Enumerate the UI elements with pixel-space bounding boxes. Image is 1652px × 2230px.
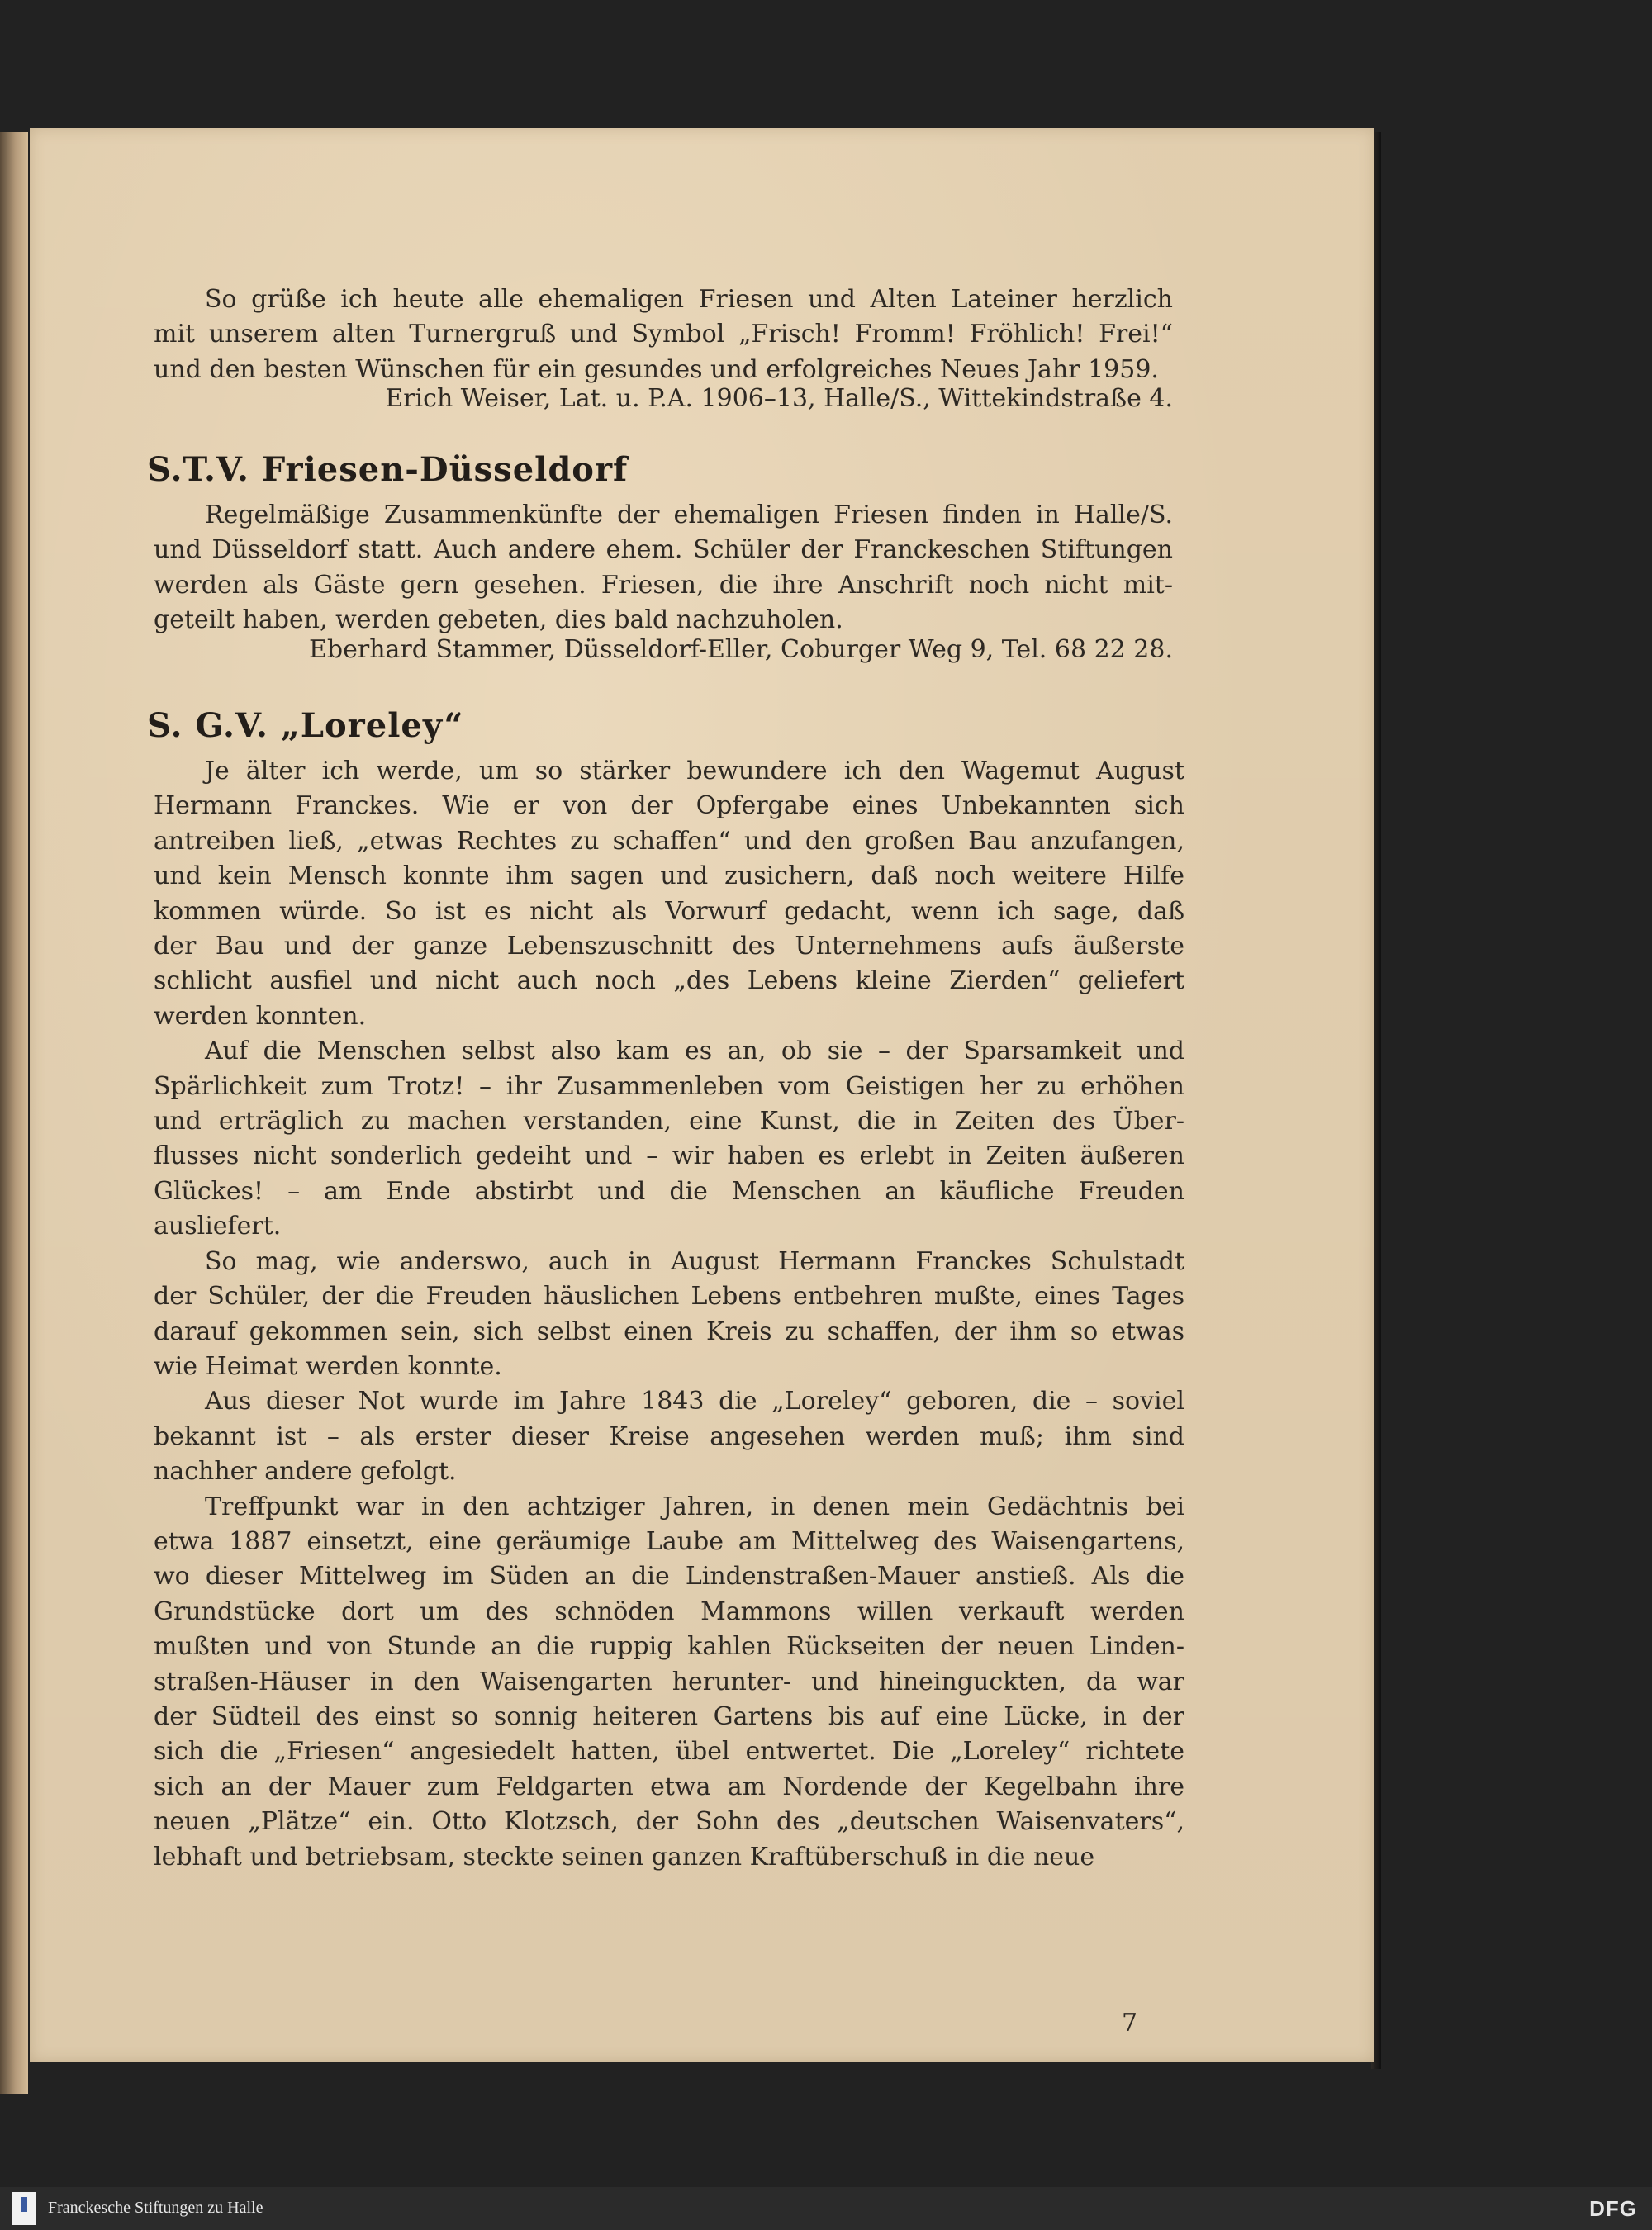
text-line: schlicht ausfiel und nicht auch noch „des Lebens kleine Zierden“ geliefert bbox=[154, 966, 1184, 996]
text-line: Aus dieser Not wurde im Jahre 1843 die „Loreley“ geboren, die – soviel bbox=[205, 1387, 1184, 1416]
text-line: kommen würde. So ist es nicht als Vorwurf gedacht, wenn ich sage, daß bbox=[154, 896, 1184, 926]
text-line: Glückes! – am Ende abstirbt und die Menschen an käufliche Freuden bbox=[154, 1176, 1184, 1206]
section-heading-friesen: S.T.V. Friesen-Düsseldorf bbox=[147, 450, 629, 489]
text-line: Hermann Franckes. Wie er von der Opfergabe eines Unbekannten sich bbox=[154, 791, 1184, 821]
text-line: der Südteil des einst so sonnig heiteren Gartens bis auf eine Lücke, in der bbox=[154, 1701, 1184, 1731]
page-number: 7 bbox=[1122, 2009, 1138, 2038]
text-line: So mag, wie anderswo, auch in August Hermann Franckes Schulstadt bbox=[205, 1246, 1184, 1276]
text-line: werden als Gäste gern gesehen. Friesen, die ihre Anschrift noch nicht mit- bbox=[154, 570, 1173, 600]
text-line: und erträglich zu machen verstanden, eine Kunst, die in Zeiten des Über- bbox=[154, 1107, 1184, 1136]
text-line: Regelmäßige Zusammenkünfte der ehemaligen Friesen finden in Halle/S. bbox=[205, 501, 1173, 529]
text-line: sich die „Friesen“ angesiedelt hatten, übel entwertet. Die „Loreley“ richtete bbox=[154, 1737, 1184, 1767]
text-line: nachher andere gefolgt. bbox=[154, 1457, 457, 1487]
text-line: der Schüler, der die Freuden häuslichen Lebens entbehren mußte, eines Tages bbox=[154, 1282, 1184, 1312]
text-line: geteilt haben, werden gebeten, dies bald nachzuholen. bbox=[154, 605, 843, 635]
scanned-page bbox=[30, 128, 1374, 2062]
friesen-signature: Eberhard Stammer, Düsseldorf-Eller, Coburger Weg 9, Tel. 68 22 28. bbox=[309, 635, 1173, 664]
institution-name: Franckesche Stiftungen zu Halle bbox=[48, 2199, 263, 2217]
previous-page-edge bbox=[0, 132, 28, 2094]
text-line: Auf die Menschen selbst also kam es an, ob sie – der Sparsamkeit und bbox=[205, 1037, 1184, 1066]
text-line: antreiben ließ, „etwas Rechtes zu schaffen“ und den großen Bau anzufangen, bbox=[154, 826, 1184, 856]
institution-logo-icon bbox=[12, 2192, 36, 2225]
text-line: neuen „Plätze“ ein. Otto Klotzsch, der Sohn des „deutschen Waisenvaters“, bbox=[154, 1807, 1184, 1837]
text-line: wo dieser Mittelweg im Süden an die Lindenstraßen-Mauer anstieß. Als die bbox=[154, 1562, 1184, 1592]
intro-signature: Erich Weiser, Lat. u. P.A. 1906–13, Halle/S., Wittekindstraße 4. bbox=[385, 384, 1173, 413]
section-heading-loreley: S. G.V. „Loreley“ bbox=[147, 706, 464, 745]
dfg-logo: DFG bbox=[1589, 2196, 1637, 2221]
text-line: und kein Mensch konnte ihm sagen und zusichern, daß noch weitere Hilfe bbox=[154, 861, 1184, 891]
text-line: mußten und von Stunde an die ruppig kahlen Rückseiten der neuen Linden- bbox=[154, 1632, 1184, 1662]
text-line: Je älter ich werde, um so stärker bewundere ich den Wagemut August bbox=[205, 757, 1184, 785]
viewer-footer bbox=[0, 2187, 1652, 2230]
text-line: ausliefert. bbox=[154, 1212, 282, 1241]
text-line: Spärlichkeit zum Trotz! – ihr Zusammenleben vom Geistigen her zu erhöhen bbox=[154, 1071, 1184, 1101]
text-line: der Bau und der ganze Lebenszuschnitt des Unternehmens aufs äußerste bbox=[154, 932, 1184, 961]
text-line: Grundstücke dort um des schnöden Mammons willen verkauft werden bbox=[154, 1597, 1184, 1626]
section-friesen-body bbox=[154, 498, 1173, 638]
text-line: flusses nicht sonderlich gedeiht und – wir haben es erlebt in Zeiten äußeren bbox=[154, 1141, 1184, 1171]
text-line: lebhaft und betriebsam, steckte seinen ganzen Kraftüberschuß in die neue bbox=[154, 1842, 1095, 1872]
intro-paragraph bbox=[154, 282, 1173, 387]
text-line: und den besten Wünschen für ein gesundes und erfolgreiches Neues Jahr 1959. bbox=[154, 354, 1159, 384]
text-line: wie Heimat werden konnte. bbox=[154, 1351, 502, 1381]
text-line: darauf gekommen sein, sich selbst einen Kreis zu schaffen, der ihm so etwas bbox=[154, 1317, 1184, 1346]
text-line: etwa 1887 einsetzt, eine geräumige Laube am Mittelweg des Waisengartens, bbox=[154, 1526, 1184, 1556]
text-line: und Düsseldorf statt. Auch andere ehem. Schüler der Franckeschen Stiftungen bbox=[154, 535, 1173, 565]
section-loreley-body bbox=[154, 754, 1184, 1875]
text-line: So grüße ich heute alle ehemaligen Friesen und Alten Lateiner herzlich bbox=[205, 285, 1173, 314]
text-line: Treffpunkt war in den achtziger Jahren, in denen mein Gedächtnis bei bbox=[205, 1492, 1184, 1521]
text-line: bekannt ist – als erster dieser Kreise angesehen werden muß; ihm sind bbox=[154, 1421, 1184, 1451]
text-line: sich an der Mauer zum Feldgarten etwa am Nordende der Kegelbahn ihre bbox=[154, 1772, 1184, 1801]
text-line: straßen-Häuser in den Waisengarten herunter- und hineinguckten, da war bbox=[154, 1667, 1184, 1696]
text-line: mit unserem alten Turnergruß und Symbol „Frisch! Fromm! Fröhlich! Frei!“ bbox=[154, 320, 1173, 349]
text-line: werden konnten. bbox=[154, 1001, 367, 1031]
